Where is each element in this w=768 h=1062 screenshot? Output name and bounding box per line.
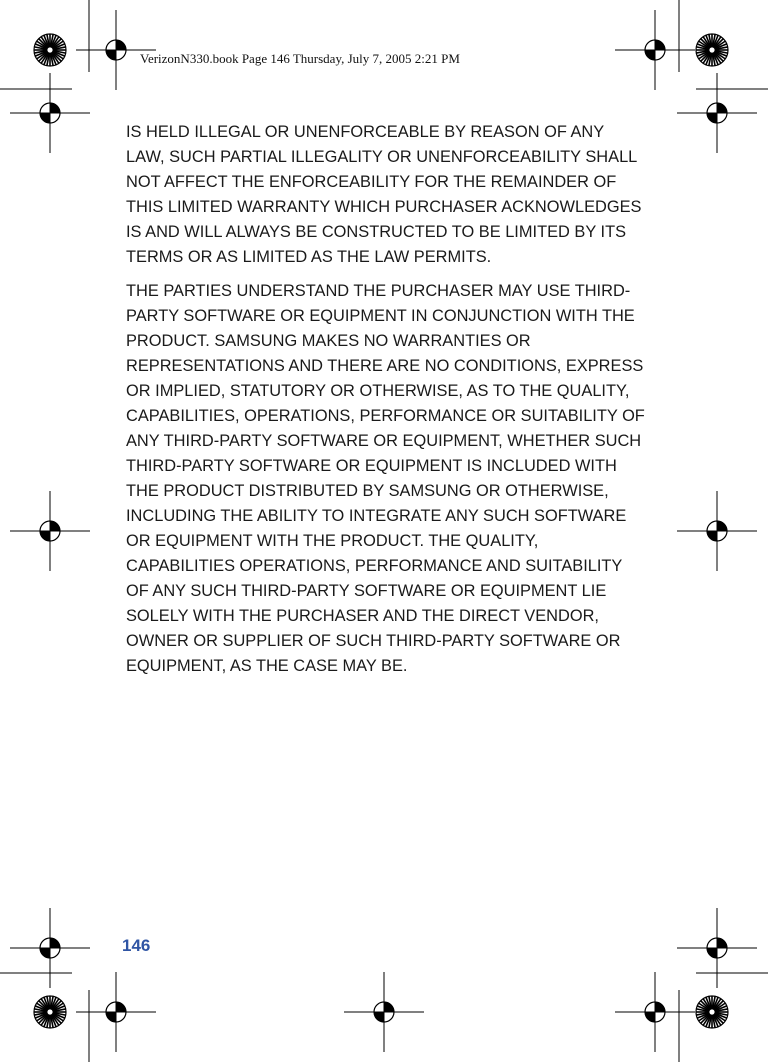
starburst-icon [693, 993, 731, 1031]
registration-crosshair-icon [10, 908, 90, 988]
registration-crosshair-icon [615, 972, 695, 1052]
registration-crosshair-icon [615, 10, 695, 90]
registration-crosshair-icon [76, 10, 156, 90]
paragraph: THE PARTIES UNDERSTAND THE PURCHASER MAY USE THIRD-PARTY SOFTWARE OR EQUIPMENT IN CONJUNCTION WITH THE PRODUCT. SAMSUNG MAKES NO WARRANTIES OR REPRESENTATIONS AND THERE ARE NO CONDITIONS, EXPRESS OR IMPLIED, STATUTORY OR OTHERWISE, AS TO THE QUALITY, CAPABILITIES, OPERATIONS, PERFORMANCE OR SUITABILITY OF ANY THIRD-PARTY SOFTWARE OR EQUIPMENT, WHETHER SUCH THIRD-PARTY SOFTWARE OR EQUIPMENT IS INCLUDED WITH THE PRODUCT DISTRIBUTED BY SAMSUNG OR OTHERWISE, INCLUDING THE ABILITY TO INTEGRATE ANY SUCH SOFTWARE OR EQUIPMENT WITH THE PRODUCT. THE QUALITY, CAPABILITIES OPERATIONS, PERFORMANCE AND SUITABILITY OF ANY SUCH THIRD-PARTY SOFTWARE OR EQUIPMENT LIE SOLELY WITH THE PURCHASER AND THE DIRECT VENDOR, OWNER OR SUPPLIER OF SUCH THIRD-PARTY SOFTWARE OR EQUIPMENT, AS THE CASE MAY BE. [126, 282, 645, 675]
registration-crosshair-icon [677, 491, 757, 571]
registration-crosshair-icon [677, 73, 757, 153]
page-number: 146 [122, 936, 151, 955]
starburst-icon [31, 31, 69, 69]
registration-crosshair-icon [10, 491, 90, 571]
registration-crosshair-icon [10, 73, 90, 153]
paragraph: IS HELD ILLEGAL OR UNENFORCEABLE BY REASON OF ANY LAW, SUCH PARTIAL ILLEGALITY OR UNENFORCEABILITY SHALL NOT AFFECT THE ENFORCEABILITY FOR THE REMAINDER OF THIS LIMITED WARRANTY WHICH PURCHASER ACKNOWLEDGES IS AND WILL ALWAYS BE CONSTRUCTED TO BE LIMITED BY ITS TERMS OR AS LIMITED AS THE LAW PERMITS. [126, 123, 642, 266]
warranty-text [126, 120, 646, 688]
book-slug-header: VerizonN330.book Page 146 Thursday, July 7, 2005 2:21 PM [140, 51, 460, 66]
registration-crosshair-icon [677, 908, 757, 988]
registration-crosshair-icon [344, 972, 424, 1052]
starburst-icon [31, 993, 69, 1031]
starburst-icon [693, 31, 731, 69]
registration-crosshair-icon [76, 972, 156, 1052]
